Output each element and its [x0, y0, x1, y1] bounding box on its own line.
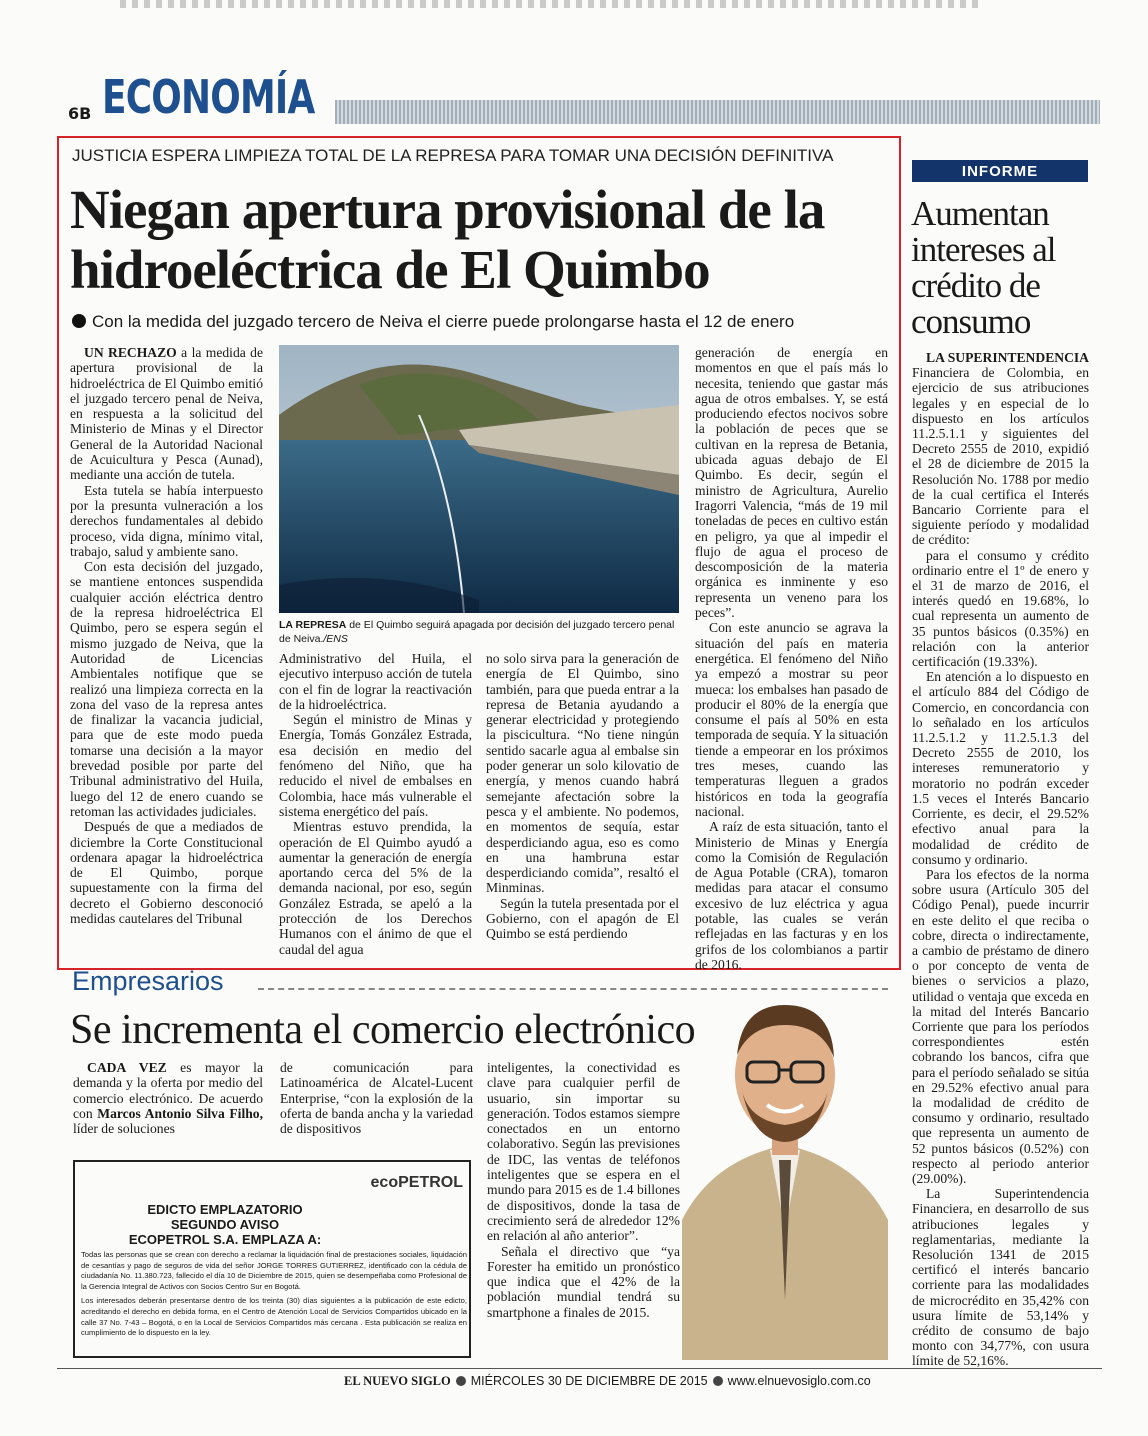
- paragraph: inteligentes, la conectividad es clave para cualquier perfil de usuario, sin importar su generación. Todos estamos siempre conectados en un entorno colaborativo. Según las previsiones de IDC, las ventas de teléfonos inteligentes que se espera en el mundo para 2015 es de 1.4 billones de dispositivos, donde la tasa de crecimiento será de alrededor 12% en relación al año anterior”.: [487, 1060, 680, 1244]
- paragraph: Con esta decisión del juzgado, se mantiene entonces suspendida cualquier acción eléctrica dentro de la represa hidroeléctrica El Quimbo, pero se espera según el mismo juzgado de Neiva, que la Autoridad de Licencias Ambientales notifique que se realizó una limpieza correcta en la zona del vaso de la represa antes de finalizar la vacancia judicial, para que de este modo pueda tomarse una decisión a la mayor brevedad posible por parte del Tribunal administrativo del Huila, luego del 12 de enero cuando se retoman las actividades judiciales.: [70, 559, 263, 819]
- page-number: 6B: [68, 104, 92, 123]
- article-kicker: JUSTICIA ESPERA LIMPIEZA TOTAL DE LA REPRESA PARA TOMAR UNA DECISIÓN DEFINITIVA: [72, 146, 834, 165]
- paragraph: es mayor la demanda y la oferta por medio del comercio electrónico. De acuerdo con: [73, 1060, 263, 1121]
- paragraph: de comunicación para Latinoamérica de Alcatel-Lucent Enterprise, “con la explosión de la oferta de banda ancha y la variedad de dispositivos: [280, 1060, 473, 1137]
- photo-credit: /ENS: [323, 633, 348, 645]
- deck-text: Con la medida del juzgado tercero de Neiva el cierre puede prolongarse hasta el 12 de enero: [92, 312, 795, 331]
- article-headline: Niegan apertura provisional de la hidroeléctrica de El Quimbo: [70, 179, 825, 300]
- paragraph: líder de soluciones: [73, 1121, 175, 1137]
- footer-rule: [57, 1368, 1102, 1369]
- page-footer: [344, 1374, 871, 1389]
- bullet-icon: [72, 314, 86, 328]
- empresarios-column-1: [73, 1060, 263, 1136]
- empresarios-column-3: [487, 1060, 680, 1320]
- bullet-icon: [456, 1376, 466, 1386]
- paragraph: Según el ministro de Minas y Energía, Tomás González Estrada, esa decisión en medio del fenómeno del Niño, que ha reducido el nivel de embalses en Colombia, hace más vulnerable el sistema energético del país.: [279, 712, 472, 819]
- paragraph: La Superintendencia Financiera, en desarrollo de sus atribuciones legales y reglamentarias, mediante la Resolución 1341 de 2015 certificó el interés bancario corriente para las modalidades de microcrédito en 35,42% con usura límite de 53,14% y crédito de consumo de bajo monto con 34,77%, con usura límite de 52,16%.: [912, 1186, 1089, 1369]
- paragraph: Administrativo del Huila, el ejecutivo interpuso acción de tutela con el fin de lograr la reactivación de la hidroeléctrica.: [279, 651, 472, 712]
- website-url: www.elnuevosiglo.com.co: [727, 1374, 871, 1388]
- article-column-1: [70, 345, 263, 926]
- article-column-2: [279, 651, 472, 957]
- paragraph: Después de que a mediados de diciembre la Corte Constitucional ordenara apagar la hidroeléctrica de El Quimbo, porque supuestamente con la firma del decreto el Gobierno desconoció medidas cautelares del Tribunal: [70, 819, 263, 926]
- empresarios-tag: Empresarios: [72, 966, 224, 996]
- section-title: ECONOMÍA: [102, 70, 315, 124]
- portrait-photo: [682, 970, 888, 1360]
- lead-in: UN RECHAZO: [84, 345, 177, 360]
- paragraph: En atención a lo dispuesto en el artículo 884 del Código de Comercio, en concordancia con lo señalado en los artículos 11.2.5.1.2 y 11.2.5.1.3 del Decreto 2555 de 2010, los intereses remuneratorio y moratorio no podrán exceder 1.5 veces el Interés Bancario Corriente, es decir, el 29.52% efectivo anual para la modalidad de crédito de consumo y ordinario.: [912, 669, 1089, 867]
- legal-notice-box: [73, 1160, 471, 1358]
- paragraph: Según la tutela presentada por el Gobierno, con el apagón de El Quimbo se está perdiendo: [486, 895, 679, 942]
- paragraph: Señala el directivo que “ya Forester ha emitido un pronóstico que indica que el 42% de la población mundial tendrá su smartphone a finales de 2015.: [487, 1243, 680, 1320]
- lead-in: CADA VEZ: [87, 1060, 167, 1075]
- issue-date: MIÉRCOLES 30 DE DICIEMBRE DE 2015: [470, 1374, 708, 1388]
- caption-text: de El Quimbo seguirá apagada por decisión del juzgado tercero penal de Neiva.: [279, 619, 675, 645]
- caption-lead: LA REPRESA: [279, 619, 347, 631]
- paragraph: Financiera de Colombia, en ejercicio de sus atribuciones legales y en especial de lo dispuesto en los artículos 11.2.5.1.1 y siguientes del Decreto 2555 de 2010, expidió el 28 de diciembre de 2015 la Resolución No. 1788 por medio de la cual certifica el Interés Bancario Corriente para el siguiente período y modalidad de crédito:: [912, 365, 1089, 548]
- informe-label: INFORME: [961, 163, 1039, 180]
- notice-title: [75, 1202, 375, 1247]
- paragraph: Los interesados deberán presentarse dentro de los treinta (30) días siguientes a la publicación de este edicto, acreditando el derecho en debida forma, en el Centro de Atención Local de Servicios Compartidos ubicado en la calle 37 No. 7-43 – Bogotá, o en la Local de Servicios Compartidos más cercana . Esta publicación se realiza en cumplimiento de lo dispuesto en la ley.: [81, 1296, 467, 1338]
- paragraph: para el consumo y crédito ordinario entre el 1º de enero y el 31 de marzo de 2016, el interés quedó en 19.68%, lo cual representa un aumento de 35 puntos básicos (0.35%) en relación con la anterior certificación (19.33%).: [912, 547, 1089, 670]
- article-column-3: [486, 651, 679, 942]
- empresarios-column-2: [280, 1060, 473, 1136]
- paragraph: Con este anuncio se agrava la situación del país en materia energética. El fenómeno del Niño ya empezó a mostrar su peor mueca: los embalses han pasado de producir el 80% de la energía que consume el país al 50% en esta temporada de sequía. Y la situación tiende a empeorar en los próximos tres meses, cuando las temperaturas lleguen a grados históricos en toda la geografía nacional.: [695, 620, 889, 819]
- dam-photo: [279, 345, 679, 613]
- newspaper-name: EL NUEVO SIGLO: [344, 1374, 451, 1388]
- paragraph: generación de energía en momentos en que el país más lo necesita, teniendo que gastar más agua de otros embalses. Y, se está produciendo efectos nocivos sobre la población de peces que se cultivan en la represa de Betania, ubicada aguas debajo de El Quimbo. Es decir, según el ministro de Agricultura, Aurelio Iragorri Valencia, “más de 19 mil toneladas de peces en cultivo están en peligro, ya que al impedir el flujo de agua el proceso de descomposición de la materia orgánica es inminente y eso representa un veneno para los peces”.: [695, 345, 888, 621]
- bullet-icon: [713, 1376, 723, 1386]
- paragraph: A raíz de esta situación, tanto el Ministerio de Minas y Energía como la Comisión de Regulación de Agua Potable (CRA), tomaron medidas para atacar el consumo excesivo de luz eléctrica y agua potable, las cuales se verán reflejadas en las facturas y en los grifos de los colombianos a partir de 2016.: [695, 819, 888, 972]
- ecopetrol-logo: ecoPETROL: [370, 1174, 463, 1191]
- top-rule: [120, 0, 980, 8]
- notice-title-line: SEGUNDO AVISO: [170, 1217, 280, 1232]
- article-column-4: [695, 345, 888, 972]
- notice-title-line: ECOPETROL S.A. EMPLAZA A:: [128, 1232, 322, 1247]
- notice-body: [81, 1250, 467, 1343]
- article-deck: [72, 312, 794, 332]
- paragraph: Todas las personas que se crean con derecho a reclamar la liquidación final de prestaciones sociales, liquidación de cesantías y pago de seguros de vida del señor JORGE TORRES GUTIERREZ, identificado con la cédula de ciudadanía No. 11.380.723, fallecido el día 10 de Diciembre de 2015, quien se desempeñaba como Profesional de la Gerencia Integral de Activos con Socios Centro Sur en Bogotá.: [81, 1250, 467, 1291]
- paragraph: Para los efectos de la norma sobre usura (Artículo 305 del Código Penal), puede incurrir en este delito el que reciba o cobre, directa o indirectamente, a cambio de préstamo de dinero o por concepto de venta de bienes o servicios a plazo, utilidad o ventaja que exceda en la mitad del Interés Bancario Corriente que para los períodos correspondientes estén cobrando los bancos, cifra que para el período señalado se sitúa en 29.52% efectivo anual para la modalidad de crédito de consumo y ordinario, resultado que representa un aumento de 52 puntos básicos (0.52%) con respecto al periodo anterior (29.00%).: [912, 866, 1089, 1186]
- empresarios-headline: Se incrementa el comercio electrónico: [70, 1007, 696, 1053]
- paragraph: Mientras estuvo prendida, la operación de El Quimbo ayudó a aumentar la generación de energía aportando cerca del 5% de la demanda nacional, por eso, según González Estrada, se apeló a la protección de los Derechos Humanos con el ánimo de que el caudal del agua: [279, 819, 472, 957]
- section-bar: [335, 100, 1100, 124]
- paragraph: Esta tutela se había interpuesto por la presunta vulneración a los derechos fundamentales al debido proceso, vida digna, mínimo vital, trabajo, salud y ambiente sano.: [70, 482, 263, 559]
- section-header: [30, 70, 1100, 130]
- notice-title-line: EDICTO EMPLAZATORIO: [147, 1202, 303, 1217]
- paragraph: a la medida de apertura provisional de la hidroeléctrica de El Quimbo emitió el juzgado tercero penal de Neiva, en respuesta a la solicitud del Ministerio de Minas y el Director General de la Autoridad Nacional de Acuicultura y Pesca (Aunad), mediante una acción de tutela.: [70, 345, 264, 483]
- sidebar-headline: Aumentan intereses al crédito de consumo: [911, 194, 1056, 341]
- paragraph: no solo sirva para la generación de energía de El Quimbo, sino también, para que pueda entrar a la represa de Betania ayudando a generar electricidad y protegiendo la piscicultura. “No tiene ningún sentido sacarle agua al embalse sin poder generar un solo kilovatio de energía, y menos cuando habrá semejante afectación sobre la pesca y el ambiente. No podemos, en momentos de sequía, estar desperdiciando agua, eso es como en una hambruna estar desperdiciando comida”, resaltó el Minminas.: [486, 651, 679, 896]
- person-name: Marcos Antonio Silva Filho,: [97, 1105, 263, 1121]
- sidebar-column: [912, 350, 1089, 1369]
- sidebar-lead: LA SUPERINTENDENCIA: [926, 350, 1089, 365]
- photo-caption: [279, 618, 679, 646]
